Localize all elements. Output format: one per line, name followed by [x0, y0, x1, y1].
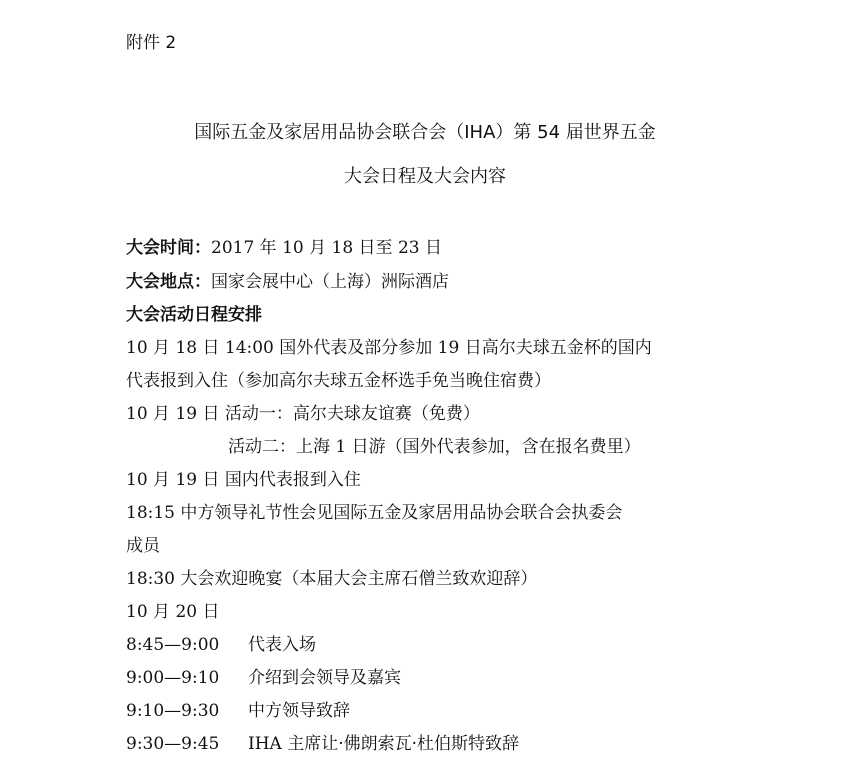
- meeting-time-line: [126, 231, 736, 265]
- agenda-item: 中方领导致辞: [248, 701, 350, 721]
- schedule-line: 18:15 中方领导礼节性会见国际五金及家居用品协会联合会执委会: [126, 503, 623, 523]
- agenda-time: 8:45—9:00: [126, 635, 220, 655]
- document-title-line1: 国际五金及家居用品协会联合会（IHA）第 54 届世界五金: [194, 122, 656, 143]
- agenda-item: 介绍到会领导及嘉宾: [248, 668, 401, 688]
- meeting-place-line: [126, 265, 736, 299]
- meeting-time-value: 2017 年 10 月 18 日至 23 日: [211, 238, 442, 258]
- agenda-row: [126, 629, 736, 662]
- schedule-line: 10 月 18 日 14:00 国外代表及部分参加 19 日高尔夫球五金杯的国内: [126, 338, 652, 358]
- agenda-time: 9:10—9:30: [126, 701, 220, 721]
- meeting-place-label: 大会地点：: [126, 272, 211, 292]
- agenda-row: [126, 728, 736, 761]
- agenda-time: 9:00—9:10: [126, 668, 220, 688]
- schedule-line: 代表报到入住（参加高尔夫球五金杯选手免当晚住宿费）: [126, 371, 551, 391]
- schedule-line: 18:30 大会欢迎晚宴（本届大会主席石僧兰致欢迎辞）: [126, 569, 538, 589]
- agenda-item: 代表入场: [248, 635, 316, 655]
- meeting-place-value: 国家会展中心（上海）洲际酒店: [211, 272, 449, 292]
- schedule-line: 10 月 19 日 国内代表报到入住: [126, 470, 361, 490]
- document-body: [126, 231, 736, 761]
- document-title-line2: 大会日程及大会内容: [344, 166, 506, 187]
- schedule-line-indented: 活动二：上海 1 日游（国外代表参加，含在报名费里）: [228, 437, 641, 457]
- agenda-row: [126, 662, 736, 695]
- schedule-line: 10 月 20 日: [126, 602, 220, 622]
- agenda-time: 9:30—9:45: [126, 734, 220, 754]
- meeting-time-label: 大会时间：: [126, 238, 211, 258]
- agenda-row: [126, 695, 736, 728]
- schedule-line: 成员: [126, 536, 160, 556]
- agenda-item: IHA 主席让·佛朗索瓦·杜伯斯特致辞: [248, 734, 520, 754]
- schedule-heading: 大会活动日程安排: [126, 305, 262, 325]
- attachment-label: 附件 2: [126, 33, 177, 53]
- schedule-line: 10 月 19 日 活动一：高尔夫球友谊赛（免费）: [126, 404, 480, 424]
